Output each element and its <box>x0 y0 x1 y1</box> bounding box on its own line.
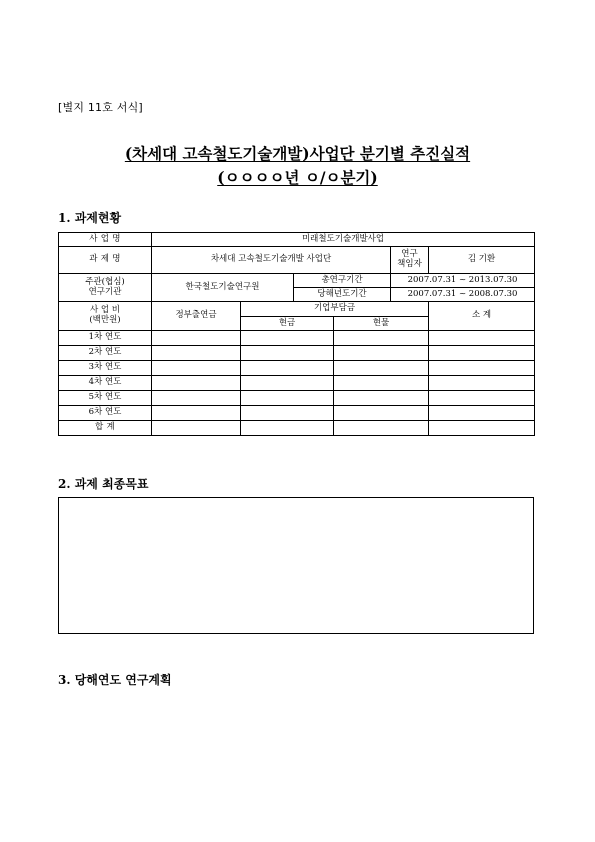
budget-label: 사 업 비 (백만원) <box>59 302 152 331</box>
year-5-inkind-cell <box>334 391 429 406</box>
task-name-label: 과 제 명 <box>59 247 152 274</box>
total-gov-cell <box>152 421 241 436</box>
year-5-subtotal-cell <box>429 391 535 406</box>
in-kind-label: 현물 <box>334 317 429 331</box>
year-row-label: 3차 연도 <box>59 361 152 376</box>
year-row-label: 5차 연도 <box>59 391 152 406</box>
year-4-gov-cell <box>152 376 241 391</box>
host-institution-label: 주관(협심) 연구기관 <box>59 274 152 302</box>
year-2-subtotal-cell <box>429 346 535 361</box>
subtotal-label: 소 계 <box>429 302 535 331</box>
year-2-cash-cell <box>241 346 334 361</box>
project-name-value: 미래철도기술개발사업 <box>152 233 535 247</box>
year-1-subtotal-cell <box>429 331 535 346</box>
year-2-gov-cell <box>152 346 241 361</box>
total-subtotal-cell <box>429 421 535 436</box>
form-number: [별지 11호 서식] <box>58 101 143 114</box>
document-title: (차세대 고속철도기술개발)사업단 분기별 추진실적 <box>124 144 471 163</box>
pi-label: 연구 책임자 <box>391 247 429 274</box>
year-3-subtotal-cell <box>429 361 535 376</box>
year-row-label: 2차 연도 <box>59 346 152 361</box>
year-3-inkind-cell <box>334 361 429 376</box>
task-name-value: 차세대 고속철도기술개발 사업단 <box>152 247 391 274</box>
year-5-gov-cell <box>152 391 241 406</box>
host-institution-value: 한국철도기술연구원 <box>152 274 294 302</box>
year-row-label: 4차 연도 <box>59 376 152 391</box>
section-heading-annual-plan: 3. 당해연도 연구계획 <box>58 673 172 687</box>
total-cash-cell <box>241 421 334 436</box>
document-subtitle: (ㅇㅇㅇㅇ년 ㅇ/ㅇ분기) <box>217 168 378 187</box>
company-fund-label: 기업부담금 <box>241 302 429 317</box>
year-1-cash-cell <box>241 331 334 346</box>
total-row-label: 합 계 <box>59 421 152 436</box>
final-goal-box <box>58 497 534 634</box>
total-period-value: 2007.07.31 ~ 2013.07.30 <box>391 274 535 288</box>
project-name-label: 사 업 명 <box>59 233 152 247</box>
pi-value: 김 기환 <box>429 247 535 274</box>
year-3-gov-cell <box>152 361 241 376</box>
year-6-gov-cell <box>152 406 241 421</box>
section-heading-final-goal: 2. 과제 최종목표 <box>58 477 149 491</box>
year-row-label: 1차 연도 <box>59 331 152 346</box>
year-4-cash-cell <box>241 376 334 391</box>
year-6-subtotal-cell <box>429 406 535 421</box>
total-inkind-cell <box>334 421 429 436</box>
year-1-inkind-cell <box>334 331 429 346</box>
task-status-table <box>58 232 535 436</box>
year-6-inkind-cell <box>334 406 429 421</box>
year-period-value: 2007.07.31 ~ 2008.07.30 <box>391 288 535 302</box>
gov-fund-label: 정부출연금 <box>152 302 241 331</box>
year-period-label: 당해년도기간 <box>294 288 391 302</box>
year-1-gov-cell <box>152 331 241 346</box>
year-2-inkind-cell <box>334 346 429 361</box>
year-row-label: 6차 연도 <box>59 406 152 421</box>
year-3-cash-cell <box>241 361 334 376</box>
year-4-inkind-cell <box>334 376 429 391</box>
section-heading-task-status: 1. 과제현황 <box>58 211 122 225</box>
cash-label: 현금 <box>241 317 334 331</box>
year-4-subtotal-cell <box>429 376 535 391</box>
year-5-cash-cell <box>241 391 334 406</box>
total-period-label: 총연구기간 <box>294 274 391 288</box>
year-6-cash-cell <box>241 406 334 421</box>
